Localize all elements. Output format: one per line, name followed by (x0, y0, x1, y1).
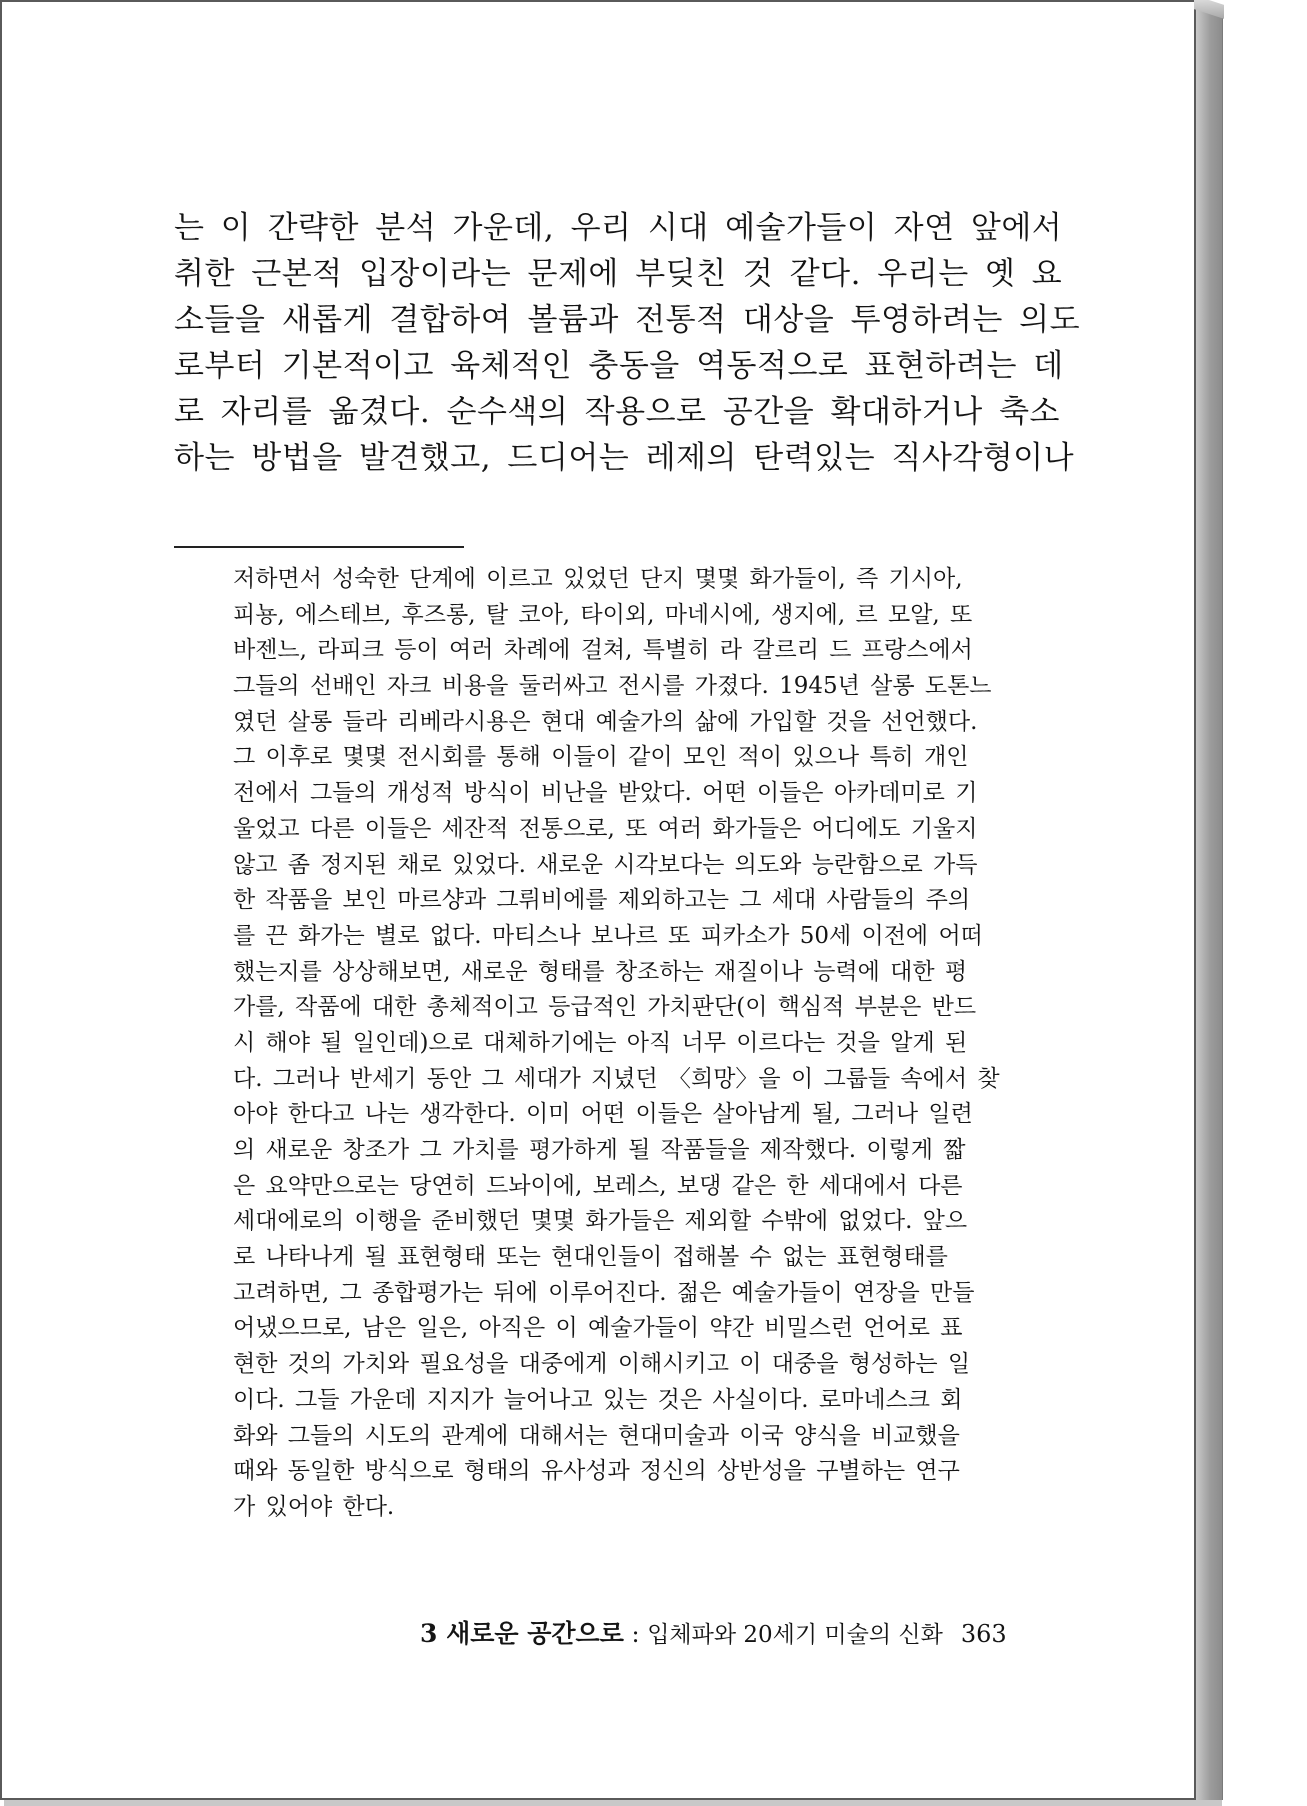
page-bottom-shadow (4, 1800, 1222, 1806)
footnote-line: 화와 그들의 시도의 관계에 대해서는 현대미술과 이국 양식을 비교했을 (233, 1422, 960, 1449)
footnote-line: 어냈으므로, 남은 일은, 아직은 이 예술가들이 약간 비밀스런 언어로 표 (233, 1315, 963, 1342)
page-stack-edge (1196, 6, 1223, 1800)
footnote-line: 은 요약만으로는 당연히 드놔이에, 보레스, 보댕 같은 한 세대에서 다른 (233, 1172, 963, 1199)
body-line: 취한 근본적 입장이라는 문제에 부딪친 것 같다. 우리는 옛 요 (174, 256, 1063, 292)
footer-separator: : (623, 1620, 648, 1648)
body-line: 로부터 기본적이고 육체적인 충동을 역동적으로 표현하려는 데 (174, 348, 1064, 384)
body-line: 로 자리를 옮겼다. 순수색의 작용으로 공간을 확대하거나 축소 (174, 394, 1060, 430)
footnote-line: 않고 좀 정지된 채로 있었다. 새로운 시각보다는 의도와 능란함으로 가득 (233, 851, 978, 878)
footnote-line: 전에서 그들의 개성적 방식이 비난을 받았다. 어떤 이들은 아카데미로 기 (233, 780, 978, 807)
footnote-line: 가 있어야 한다. (233, 1493, 395, 1520)
footnote-line: 아야 한다고 나는 생각한다. 이미 어떤 이들은 살아남게 될, 그러나 일련 (233, 1101, 973, 1128)
book-subtitle: 입체파와 20세기 미술의 신화 (647, 1622, 943, 1648)
footnote-line: 의 새로운 창조가 그 가치를 평가하게 될 작품들을 제작했다. 이렇게 짧 (233, 1137, 966, 1163)
footnote-line: 때와 동일한 방식으로 형태의 유사성과 정신의 상반성을 구별하는 연구 (233, 1458, 960, 1485)
running-footer (420, 1616, 1007, 1652)
footnote-line: 현한 것의 가치와 필요성을 대중에게 이해시키고 이 대중을 형성하는 일 (233, 1351, 971, 1378)
footnote-line: 다. 그러나 반세기 동안 그 세대가 지녔던 〈희망〉을 이 그룹들 속에서 찾 (233, 1065, 1000, 1092)
footnote-line: 그 이후로 몇몇 전시회를 통해 이들이 같이 모인 적이 있으나 특히 개인 (233, 744, 969, 771)
main-body-text (174, 205, 1194, 481)
footnote-line: 세대에로의 이행을 준비했던 몇몇 화가들은 제외할 수밖에 없었다. 앞으 (233, 1208, 968, 1235)
chapter-title: 3 새로운 공간으로 (420, 1619, 624, 1648)
footnote-block (233, 562, 1183, 1526)
page-number: 363 (960, 1620, 1007, 1648)
footnote-line: 이다. 그들 가운데 지지가 늘어나고 있는 것은 사실이다. 로마네스크 회 (233, 1386, 963, 1413)
footnote-line: 시 해야 될 일인데)으로 대체하기에는 아직 너무 이르다는 것을 알게 된 (233, 1029, 968, 1056)
footnote-line: 했는지를 상상해보면, 새로운 형태를 창조하는 재질이나 능력에 대한 평 (233, 958, 968, 985)
body-line: 는 이 간략한 분석 가운데, 우리 시대 예술가들이 자연 앞에서 (174, 210, 1063, 246)
footnote-line: 였던 살롱 들라 리베라시용은 현대 예술가의 삶에 가입할 것을 선언했다. (233, 708, 978, 735)
body-line: 소들을 새롭게 결합하여 볼륨과 전통적 대상을 투영하려는 의도 (174, 302, 1081, 338)
footnote-line: 를 끈 화가는 별로 없다. 마티스나 보나르 또 피카소가 50세 이전에 어떠 (233, 922, 983, 949)
footnote-line: 고려하면, 그 종합평가는 뒤에 이루어진다. 젊은 예술가들이 연장을 만들 (233, 1279, 975, 1306)
footnote-line: 저하면서 성숙한 단계에 이르고 있었던 단지 몇몇 화가들이, 즉 기시아, (233, 566, 963, 592)
footnote-line: 가를, 작품에 대한 총체적이고 등급적인 가치판단(이 핵심적 부분은 반드 (233, 994, 977, 1021)
footnote-line: 울었고 다른 이들은 세잔적 전통으로, 또 여러 화가들은 어디에도 기울지 (233, 815, 978, 842)
footnote-separator (174, 546, 464, 548)
footnote-line: 한 작품을 보인 마르샹과 그뤼비에를 제외하고는 그 세대 사람들의 주의 (233, 887, 971, 914)
footnote-line: 로 나타나게 될 표현형태 또는 현대인들이 접해볼 수 없는 표현형태를 (233, 1244, 948, 1271)
body-line: 하는 방법을 발견했고, 드디어는 레제의 탄력있는 직사각형이나 (174, 440, 1075, 476)
footnote-line: 그들의 선배인 자크 비용을 둘러싸고 전시를 가졌다. 1945년 살롱 도톤느 (233, 673, 992, 700)
footnote-line: 바젠느, 라피크 등이 여러 차례에 걸쳐, 특별히 라 갈르리 드 프랑스에서 (233, 637, 973, 664)
footnote-line: 피뇽, 에스테브, 후즈롱, 탈 코아, 타이외, 마네시에, 생지에, 르 모알, 또 (233, 601, 973, 628)
